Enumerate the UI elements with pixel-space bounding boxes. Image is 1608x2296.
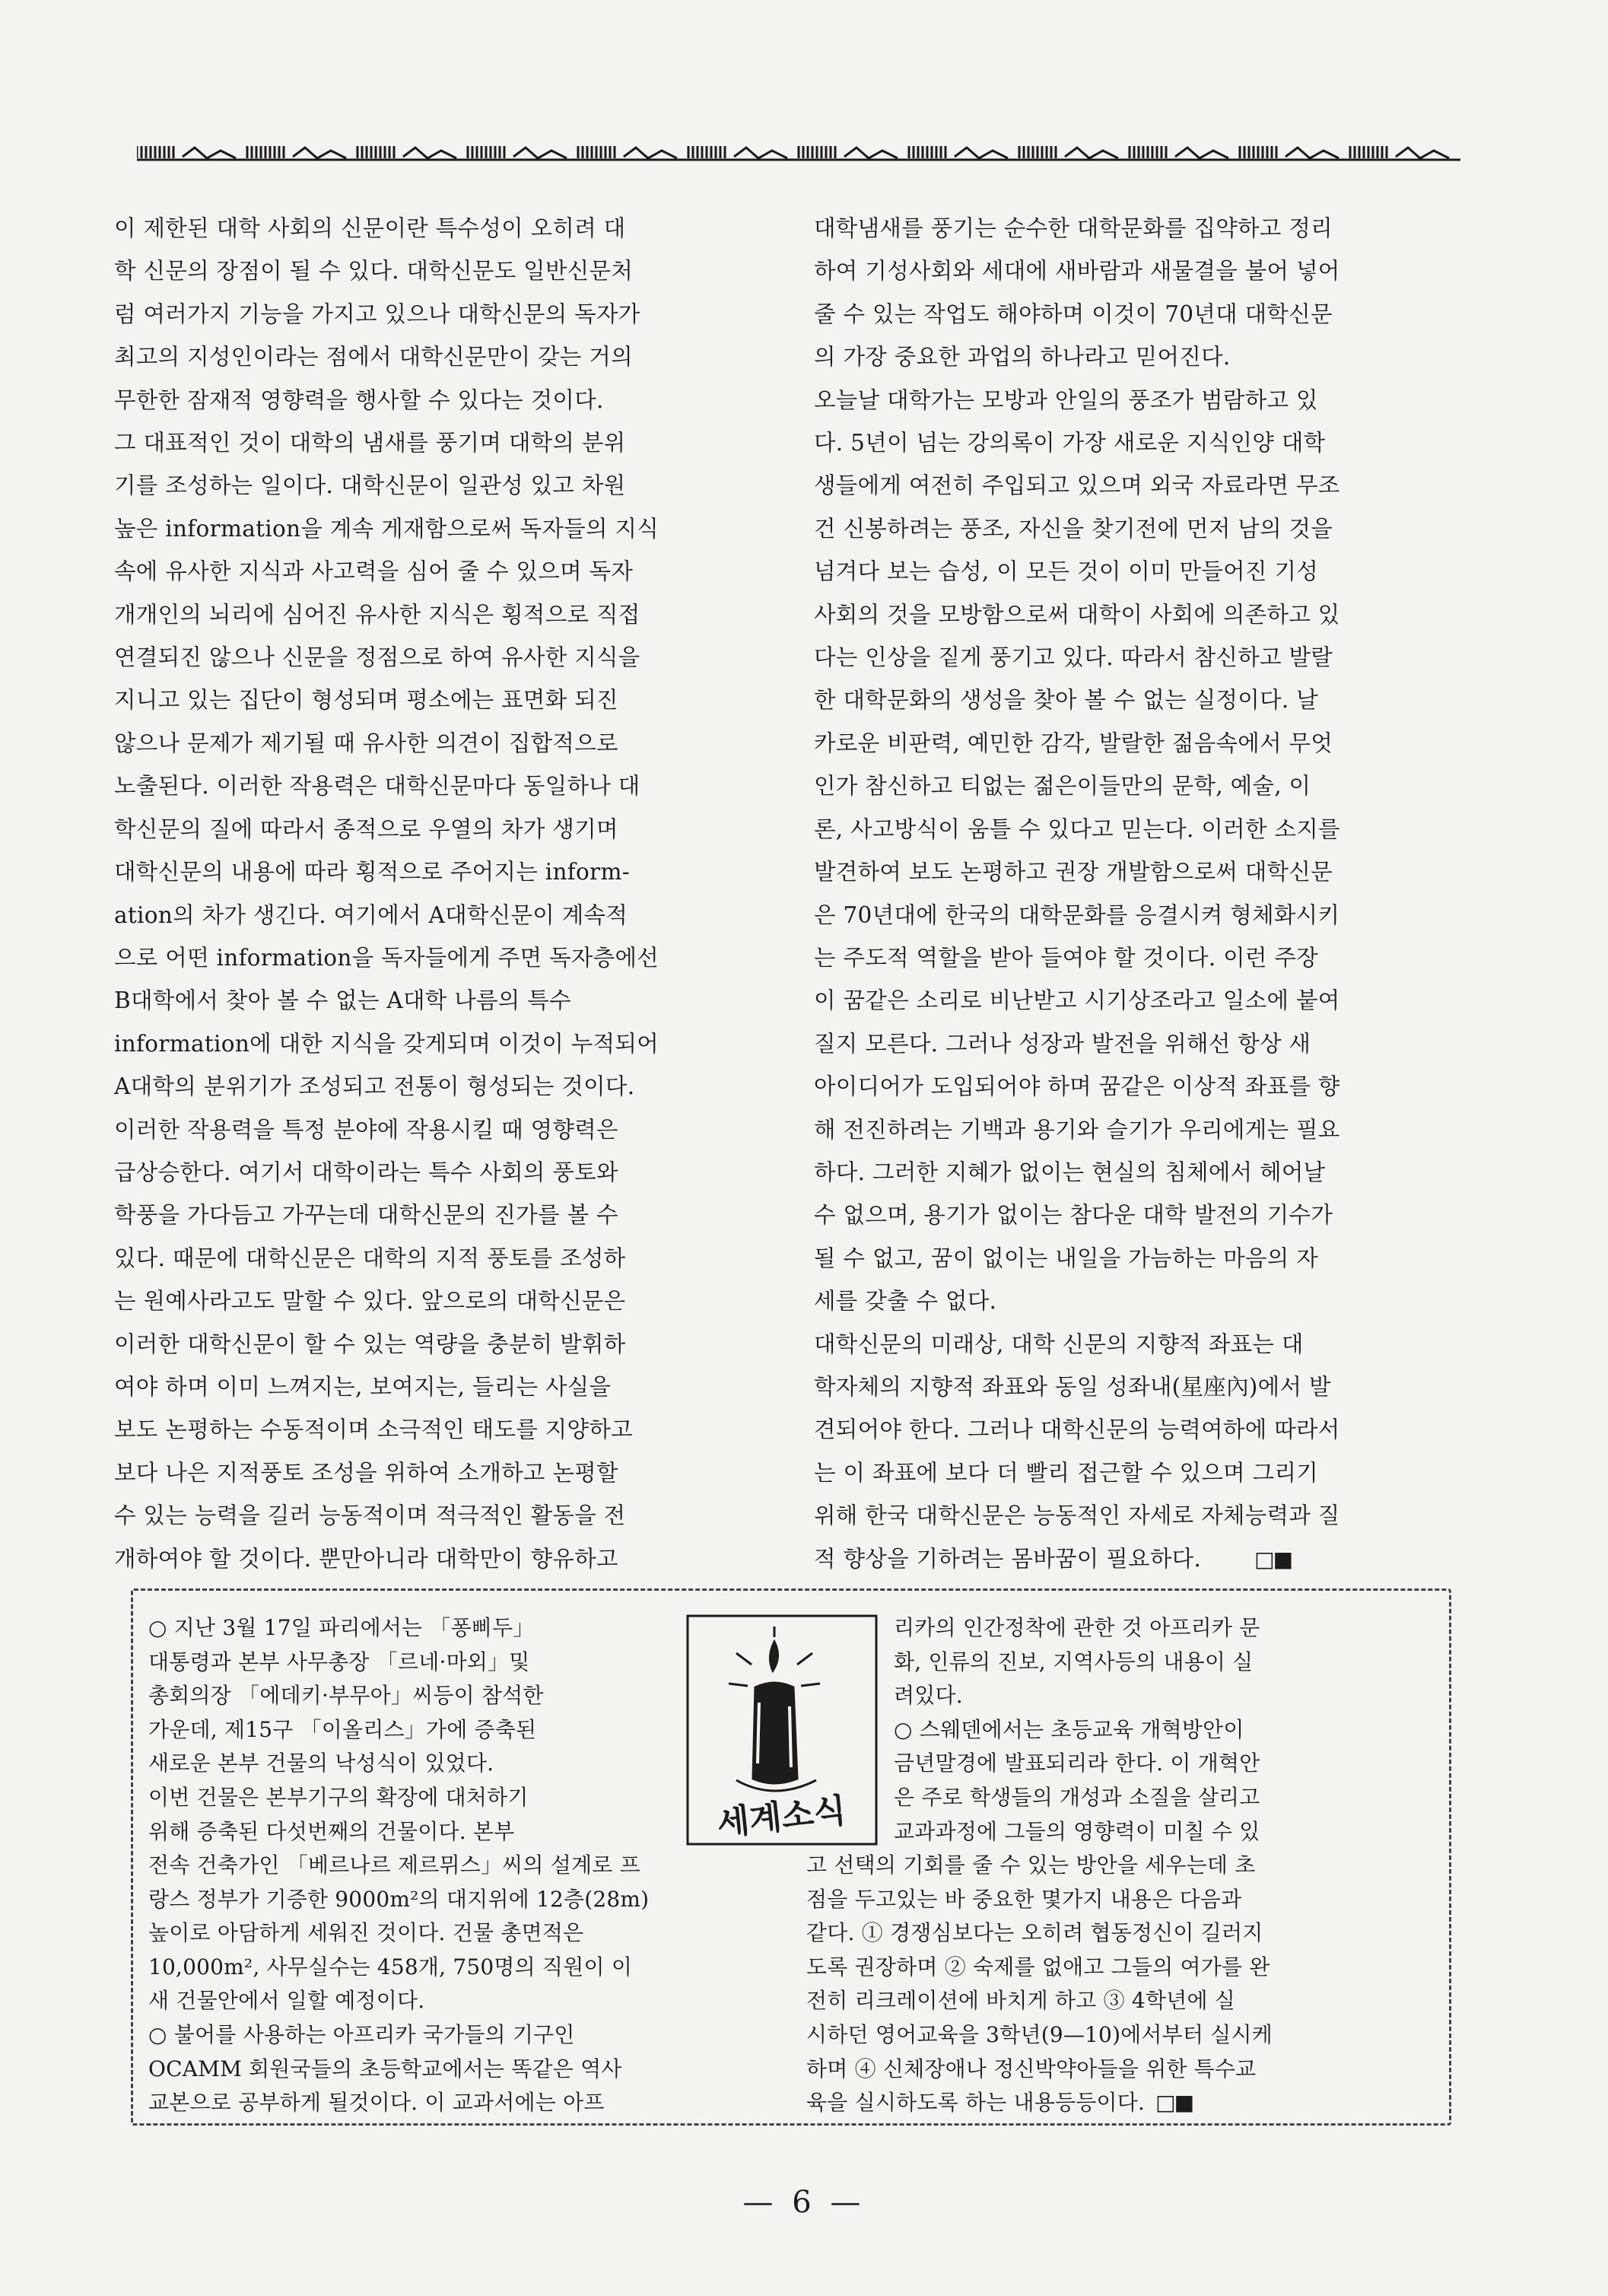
news-line: 교과과정에 그들의 영향력이 미칠 수 있 xyxy=(894,1818,1260,1844)
article-line: 그 대표적인 것이 대학의 냄새를 풍기며 대학의 분위 xyxy=(114,430,626,456)
article-line: 위해 한국 대학신문은 능동적인 자세로 자체능력과 질 xyxy=(814,1503,1340,1529)
article-line: 넘겨다 보는 습성, 이 모든 것이 이미 만들어진 기성 xyxy=(814,558,1319,585)
article-line: 학 신문의 장점이 될 수 있다. 대학신문도 일반신문처 xyxy=(114,258,634,285)
news-line: OCAMM 회원국들의 초등학교에서는 똑같은 역사 xyxy=(148,2056,622,2081)
article-line: 는 이 좌표에 보다 더 빨리 접근할 수 있으며 그리기 xyxy=(814,1459,1319,1486)
article-line: 보도 논평하는 수동적이며 소극적인 태도를 지양하고 xyxy=(114,1417,633,1443)
article-line: 사회의 것을 모방함으로써 대학이 사회에 의존하고 있 xyxy=(814,601,1340,628)
article-end-mark: □■ xyxy=(1254,1546,1292,1572)
article-line: 는 주도적 역할을 받아 들여야 할 것이다. 이런 주장 xyxy=(814,944,1319,971)
news-line: 고 선택의 기회를 줄 수 있는 방안을 세우는데 초 xyxy=(806,1852,1256,1878)
news-line: 전속 건축가인 「베르나르 제르뮈스」씨의 설계로 프 xyxy=(148,1852,640,1878)
top-decorative-rule xyxy=(137,142,1460,164)
news-line: 높이로 아담하게 세워진 것이다. 건물 총면적은 xyxy=(148,1920,584,1946)
article-line: 대학신문의 미래상, 대학 신문의 지향적 좌표는 대 xyxy=(814,1331,1304,1357)
article-line: 무한한 잠재적 영향력을 행사할 수 있다는 것이다. xyxy=(114,386,604,413)
article-line: 여야 하며 이미 느껴지는, 보여지는, 들리는 사실을 xyxy=(114,1373,612,1400)
article-line: 보다 나은 지적풍토 조성을 위하여 소개하고 논평할 xyxy=(114,1459,618,1486)
article-line: 론, 사고방식이 움틀 수 있다고 믿는다. 이러한 소지를 xyxy=(814,816,1340,842)
news-line: 전히 리크레이션에 바치게 하고 ③ 4학년에 실 xyxy=(806,1988,1236,2014)
article-line: 대학신문의 내용에 따라 횡적으로 주어지는 inform- xyxy=(114,859,630,886)
news-end-mark: □■ xyxy=(1155,2090,1193,2116)
news-line: 랑스 정부가 기증한 9000m²의 대지위에 12층(28m) xyxy=(148,1886,650,1912)
article-line: 수 없으며, 용기가 없이는 참다운 대학 발전의 기수가 xyxy=(814,1202,1333,1229)
article-line: 으로 어떤 information을 독자들에게 주면 독자층에선 xyxy=(114,944,659,971)
news-line: 리카의 인간정착에 관한 것 아프리카 문 xyxy=(894,1615,1260,1640)
article-line: 발견하여 보도 논평하고 권장 개발함으로써 대학신문 xyxy=(814,859,1333,886)
article-line: A대학의 분위기가 조성되고 전통이 형성되는 것이다. xyxy=(114,1073,635,1100)
article-right-paragraph-2 xyxy=(791,379,1445,1323)
news-line: ○ 지난 3월 17일 파리에서는 「퐁삐두」 xyxy=(148,1615,535,1640)
news-line: 이번 건물은 본부기구의 확장에 대처하기 xyxy=(148,1784,529,1810)
news-line: 도록 권장하며 ② 숙제를 없애고 그들의 여가를 완 xyxy=(806,1954,1270,1980)
news-line: 려있다. xyxy=(894,1683,963,1709)
world-news-lower-left-block xyxy=(148,1849,802,2120)
article-line: 수 있는 능력을 길러 능동적이며 적극적인 활동을 전 xyxy=(114,1503,626,1529)
article-line: 학자체의 지향적 좌표와 동일 성좌내(星座內)에서 발 xyxy=(814,1373,1331,1400)
news-line: 대통령과 본부 사무총장 「르네·마외」및 xyxy=(148,1649,530,1674)
article-line: ation의 차가 생긴다. 여기에서 A대학신문이 계속적 xyxy=(114,902,628,928)
article-line: 학풍을 가다듬고 가꾸는데 대학신문의 진가를 볼 수 xyxy=(114,1202,618,1229)
page-number: — 6 — xyxy=(742,2185,866,2220)
news-line: 위해 증축된 다섯번째의 건물이다. 본부 xyxy=(148,1818,515,1844)
article-line: 오늘날 대학가는 모방과 안일의 풍조가 범람하고 있 xyxy=(814,386,1318,413)
article-line: 연결되진 않으나 신문을 정점으로 하여 유사한 지식을 xyxy=(114,644,640,671)
news-line: 새 건물안에서 일할 예정이다. xyxy=(148,1988,425,2014)
world-news-lower-right-block xyxy=(806,1849,1434,2120)
article-line: 세를 갖출 수 없다. xyxy=(814,1288,997,1315)
article-right-paragraph-1 xyxy=(791,207,1445,379)
news-line: 총회의장 「에데키·부무아」씨등이 참석한 xyxy=(148,1683,544,1709)
news-line: 점을 두고있는 바 중요한 몇가지 내용은 다음과 xyxy=(806,1886,1242,1912)
world-news-emblem xyxy=(683,1611,881,1849)
article-line: 개개인의 뇌리에 심어진 유사한 지식은 횡적으로 직접 xyxy=(114,601,640,628)
article-line: 대학냄새를 풍기는 순수한 대학문화를 집약하고 정리 xyxy=(814,215,1333,241)
article-line: 개하여야 할 것이다. 뿐만아니라 대학만이 향유하고 xyxy=(114,1545,618,1572)
news-line: 새로운 본부 건물의 낙성식이 있었다. xyxy=(148,1751,494,1776)
article-line: 속에 유사한 지식과 사고력을 심어 줄 수 있으며 독자 xyxy=(114,558,634,585)
article-line: 은 70년대에 한국의 대학문화를 응결시켜 형체화시키 xyxy=(814,902,1340,928)
article-line: 않으나 문제가 제기될 때 유사한 의견이 집합적으로 xyxy=(114,730,618,756)
article-line: information에 대한 지식을 갖게되며 이것이 누적되어 xyxy=(114,1030,659,1057)
article-left-column xyxy=(114,207,753,1580)
article-line: 이러한 작용력을 특정 분야에 작용시킬 때 영향력은 xyxy=(114,1116,618,1143)
news-line: 하며 ④ 신체장애나 정신박약아들을 위한 특수교 xyxy=(806,2056,1257,2081)
article-line: 럼 여러가지 기능을 가지고 있으나 대학신문의 독자가 xyxy=(114,301,640,327)
news-line: ○ 불어를 사용하는 아프리카 국가들의 기구인 xyxy=(148,2021,575,2047)
article-line: 높은 information을 계속 게재함으로써 독자들의 지식 xyxy=(114,515,659,542)
article-line: 인가 참신하고 티없는 젊은이들만의 문학, 예술, 이 xyxy=(814,773,1311,800)
article-line: 기를 조성하는 일이다. 대학신문이 일관성 있고 차원 xyxy=(114,472,626,499)
news-line: 교본으로 공부하게 될것이다. 이 교과서에는 아프 xyxy=(148,2090,605,2116)
article-line: B대학에서 찾아 볼 수 없는 A대학 나름의 특수 xyxy=(114,987,571,1014)
article-line: 하여 기성사회와 세대에 새바람과 새물결을 불어 넣어 xyxy=(814,258,1340,285)
article-line: 다. 5년이 넘는 강의록이 가장 새로운 지식인양 대학 xyxy=(814,430,1326,456)
news-line: 가운데, 제15구 「이올리스」가에 증축된 xyxy=(148,1716,537,1742)
news-line: 화, 인류의 진보, 지역사등의 내용이 실 xyxy=(894,1649,1254,1674)
article-line: 학신문의 질에 따라서 종적으로 우열의 차가 생기며 xyxy=(114,816,618,842)
world-news-right-block xyxy=(894,1611,1434,1849)
article-line: 아이디어가 도입되어야 하며 꿈같은 이상적 좌표를 향 xyxy=(814,1073,1340,1100)
article-line: 카로운 비판력, 예민한 감각, 발랄한 젊음속에서 무엇 xyxy=(814,730,1333,756)
news-line: 시하던 영어교육을 3학년(9—10)에서부터 실시케 xyxy=(806,2021,1273,2047)
article-line: 해 전진하려는 기백과 용기와 슬기가 우리에게는 필요 xyxy=(814,1116,1340,1143)
article-line: 다는 인상을 짙게 풍기고 있다. 따라서 참신하고 발랄 xyxy=(814,644,1333,671)
article-line: 의 가장 중요한 과업의 하나라고 믿어진다. xyxy=(814,344,1231,370)
article-line: 건 신봉하려는 풍조, 자신을 찾기전에 먼저 남의 것을 xyxy=(814,515,1333,542)
article-line: 하다. 그러한 지혜가 없이는 현실의 침체에서 헤어날 xyxy=(814,1159,1326,1185)
article-line: 한 대학문화의 생성을 찾아 볼 수 없는 실정이다. 날 xyxy=(814,687,1319,714)
news-line: 같다. ① 경쟁심보다는 오히려 협동정신이 길러지 xyxy=(806,1920,1263,1946)
article-line: 적 향상을 기하려는 몸바꿈이 필요하다. □■ xyxy=(791,1538,1445,1581)
article-line: 질지 모른다. 그러나 성장과 발전을 위해선 항상 새 xyxy=(814,1030,1311,1057)
article-line: 급상승한다. 여기서 대학이라는 특수 사회의 풍토와 xyxy=(114,1159,618,1185)
article-line: 줄 수 있는 작업도 해야하며 이것이 70년대 대학신문 xyxy=(814,301,1333,327)
article-line: 이 제한된 대학 사회의 신문이란 특수성이 오히려 대 xyxy=(114,215,626,241)
article-right-column xyxy=(791,207,1445,1581)
news-line: 금년말경에 발표되리라 한다. 이 개혁안 xyxy=(894,1751,1260,1776)
emblem-label: 세계소식 xyxy=(715,1791,848,1843)
article-line: 생들에게 여전히 주입되고 있으며 외국 자료라면 무조 xyxy=(814,472,1340,499)
article-line: 노출된다. 이러한 작용력은 대학신문마다 동일하나 대 xyxy=(114,773,640,800)
article-line: 견되어야 한다. 그러나 대학신문의 능력여하에 따라서 xyxy=(814,1417,1340,1443)
news-line: 10,000m², 사무실수는 458개, 750명의 직원이 이 xyxy=(148,1954,633,1980)
news-line: 은 주로 학생들의 개성과 소질을 살리고 xyxy=(894,1784,1260,1810)
article-line: 이러한 대학신문이 할 수 있는 역량을 충분히 발휘하 xyxy=(114,1331,626,1357)
candle-icon xyxy=(729,1627,820,1791)
article-right-paragraph-3 xyxy=(791,1323,1445,1581)
article-line: 최고의 지성인이라는 점에서 대학신문만이 갖는 거의 xyxy=(114,344,633,370)
article-line: 지니고 있는 집단이 형성되며 평소에는 표면화 되진 xyxy=(114,687,618,714)
world-news-left-block xyxy=(148,1611,666,1849)
article-line: 는 원예사라고도 말할 수 있다. 앞으로의 대학신문은 xyxy=(114,1288,626,1315)
news-line: ○ 스웨덴에서는 초등교육 개혁방안이 xyxy=(894,1716,1244,1742)
article-line: 있다. 때문에 대학신문은 대학의 지적 풍토를 조성하 xyxy=(114,1245,626,1271)
article-line: 이 꿈같은 소리로 비난받고 시기상조라고 일소에 붙여 xyxy=(814,987,1340,1014)
article-line: 될 수 없고, 꿈이 없이는 내일을 가늠하는 마음의 자 xyxy=(814,1245,1319,1271)
news-line: 육을 실시하도록 하는 내용등등이다. □■ xyxy=(806,2086,1434,2120)
